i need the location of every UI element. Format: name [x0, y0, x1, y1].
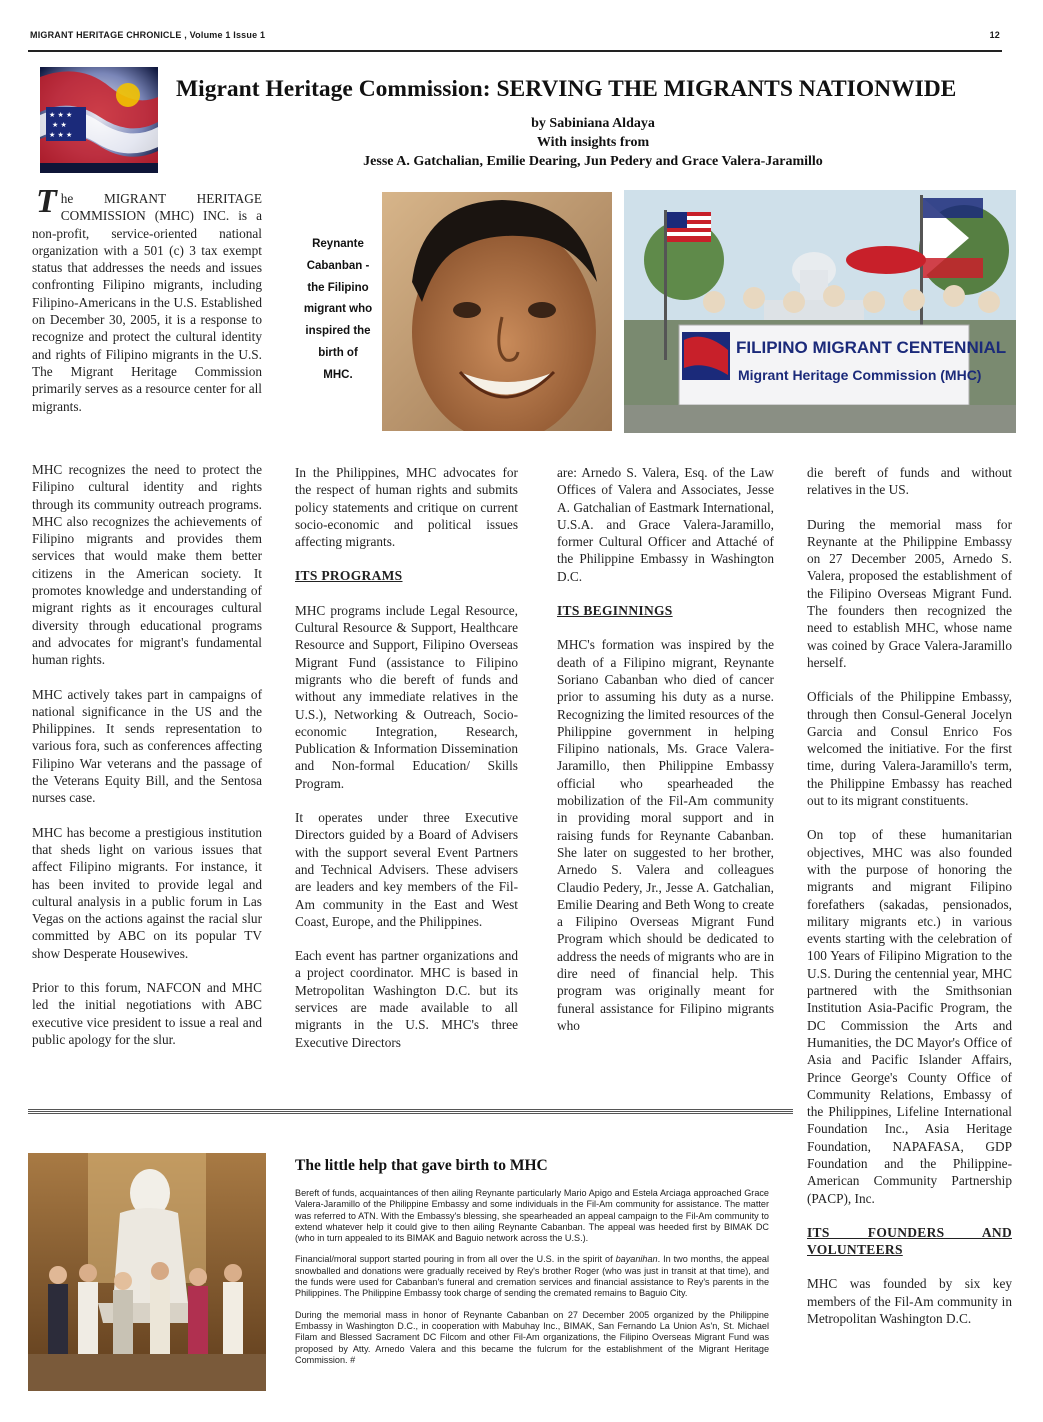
- caption-line: Cabanban -: [306, 259, 370, 272]
- centennial-parade-photo: [624, 190, 1016, 433]
- sidebar-divider: [28, 1109, 793, 1114]
- caption-line: inspired the: [305, 325, 371, 338]
- col2-paragraph: In the Philippines, MHC advocates for the respect of human rights and submits policy statements and critique on current socio-economic and political issues affecting migrants.: [295, 465, 518, 550]
- page-number: 12: [989, 30, 1000, 40]
- caption-line: Reynante: [312, 238, 364, 250]
- caption-line: migrant who: [303, 303, 373, 316]
- col1-paragraph: Prior to this forum, NAFCON and MHC led the initial negotiations with ABC executive vice president to issue a real and public apology for the slur.: [32, 980, 262, 1047]
- svg-text:★ ★: ★ ★: [52, 121, 67, 129]
- intro-paragraph: [32, 183, 262, 432]
- col3-paragraph: MHC's formation was inspired by the death of a Filipino migrant, Reynante Soriano Cabanban who died of cancer prior to assuming his duty as a nurse. Recognizing the limited resources of the Philippine government in helping Filipino nationals, Ms. Grace Valera-Jaramillo, then Philippine Embassy official who spearheaded the mobilization of the Fil-Am community in providing moral support and in raising funds for Reynante Cabanban. She later on suggested to her brother, Arnedo S. Valera and colleagues Claudio Pedery, Jr., Jesse A. Gatchalian, Emilie Dearing and Beth Wong to create a Filipino Overseas Migrant Fund Program which should be dedicated to address the needs of migrants who are in dire need of financial help. This program was originally meant for funeral assistance for Filipino migrants who: [557, 637, 774, 1033]
- beginnings-heading: ITS BEGINNINGS: [557, 603, 673, 619]
- col1-paragraph: MHC recognizes the need to protect the Filipino cultural identity and rights through its community outreach programs. MHC also recognizes the achievements of Filipino migrants and provides them services that would make them better citizens in the American society. It promotes knowledge and understanding of migrant rights as it encourages cultural diversity through educational programs and advocates for migrant's fundamental human rights.: [32, 462, 262, 668]
- col4-paragraph: die bereft of funds and without relatives in the US.: [807, 465, 1012, 498]
- col4-paragraph: On top of these humanitarian objectives, MHC was also founded with the purpose of honoring the migrants and migrant Filipino forefathers (sakadas, pensionados, military migrants etc.) in various events starting with the celebration of 100 Years of Filipino Migration to the U.S. During the centennial year, MHC partnered with the Smithsonian Institution Asia-Pacific Program, the DC Commission the Arts and Humanities, the DC Mayor's Office of Asia and Pacific Islander Affairs, Prince George's County Office of Community Relations, Embassy of the Philippines, Lifeline International Foundation Inc., Asia Heritage Foundation, NAPAFASA, GDP Foundation and the Philippine-American Community Partnership (PACP), Inc.: [807, 827, 1012, 1206]
- svg-text:★ ★ ★: ★ ★ ★: [49, 111, 73, 119]
- header-divider: [28, 50, 1002, 52]
- caption-line: birth of: [318, 346, 358, 359]
- contributors-list: Jesse A. Gatchalian, Emilie Dearing, Jun Pedery and Grace Valera-Jaramillo: [363, 154, 823, 169]
- memorial-group-photo: [28, 1153, 266, 1391]
- article-headline: Migrant Heritage Commission: SERVING THE MIGRANTS NATIONWIDE: [176, 76, 957, 102]
- banner-line1: FILIPINO MIGRANT CENTENNIAL: [736, 338, 1007, 357]
- article-byline: by Sabiniana Aldaya: [531, 116, 655, 131]
- programs-heading: ITS PROGRAMS: [295, 568, 403, 584]
- col2-paragraph: It operates under three Executive Directors guided by a Board of Advisers with the support several Event Partners and Technical Advisers. These advisers are leaders and key members of the Fil-Am community in the East and West Coast, Europe, and the Philippines.: [295, 810, 518, 929]
- reynante-portrait-photo: [382, 192, 612, 431]
- sidebar-text: . In two months, the appeal snowballed and donations were gradually received by Rey's brother Roger (who was just in transit at that time), and the funds were used for Cabanban's funeral and cremation services and financial assistance to Rey's parents in the Philippines. The Philippine Embassy took charge of sending the cremated remains to Baguio City.: [295, 1254, 769, 1299]
- column-2: [295, 464, 518, 1068]
- dropcap-letter: T: [36, 183, 57, 220]
- column-1: [32, 461, 262, 1065]
- col4-paragraph: During the memorial mass for Reynante at the Philippine Embassy on 27 December 2005, Arnedo S. Valera, proposed the establishment of the Filipino Overseas Migrant Fund. The founders then recognized the need to establish MHC, whose name was coined by Grace Valera-Jaramillo herself.: [807, 516, 1012, 670]
- publication-title: MIGRANT HERITAGE CHRONICLE , Volume 1 Issue 1: [30, 30, 266, 40]
- sidebar-paragraph: Bereft of funds, acquaintances of then ailing Reynante particularly Mario Apigo and Estela Arciaga approached Grace Valera-Jaramillo of the Philippine Embassy and some individuals in the Fil-Am community for assistance. The matter was referred to ATN. With the Embassy's blessing, she spearheaded an appeal campaign to the Fil-Am community to extend whatever help it could give to then ailing Reynante Cabanban. The appeal was heeded first by BIMAK DC (who in turn appealed to its BIMAK and Baguio network across the U.S.).: [295, 1188, 769, 1244]
- col4-paragraph: MHC was founded by six key members of the Fil-Am community in Metropolitan Washington D.C.: [807, 1276, 1012, 1327]
- sidebar-title: The little help that gave birth to MHC: [295, 1157, 548, 1174]
- sidebar-italic-term: bayanihan: [615, 1254, 658, 1265]
- sidebar-text: Financial/moral support started pouring in from all over the U.S. in the spirit of: [295, 1254, 616, 1265]
- intro-text: he MIGRANT HERITAGE COMMISSION (MHC) INC. is a non-profit, service-oriented national organization with a 501 (c) 3 tax exempt status that addresses the needs and issues confronting Filipino migrants, including Filipino-Americans in the U.S. Established on December 30, 2005, it is a response to recognize and protect the cultural identity and rights of Filipino migrants in the U.S. The Migrant Heritage Commission primarily serves as a resource center for all migrants.: [32, 191, 262, 414]
- col1-paragraph: MHC actively takes part in campaigns of national significance in the US and the Philippines. It sends representation to various fora, such as conferences affecting Filipino War veterans and the passage of the Veterans Equity Bill, and the Sentosa nurses case.: [32, 686, 262, 806]
- portrait-caption: [296, 234, 380, 387]
- sidebar-body: [295, 1188, 769, 1376]
- sidebar-paragraph: [295, 1254, 769, 1299]
- sidebar-paragraph: During the memorial mass in honor of Reynante Cabanban on 27 December 2005 organized by the Philippine Embassy in Washington D.C., in cooperation with Mabuhay Inc., BIMAK, San Fernando La Union As'n, St. Michael Filam and Blessed Sacrament DC Filcom and other Fil-Am organizations, the Filipino Overseas Migrant Fund was proposed by Atty. Arnedo Valera and this became the fulcrum for the establishment of the Migrant Heritage Commission. #: [295, 1309, 769, 1365]
- col1-paragraph: MHC has become a prestigious institution that sheds light on various issues that affect Filipino migrants. For instance, it has been invited to provide legal and cultural analysis in a public forum in Las Vegas on the actions against the racial slur committed by ABC on its popular TV show Desperate Housewives.: [32, 824, 262, 961]
- column-4: [807, 464, 1012, 1344]
- svg-text:★ ★ ★: ★ ★ ★: [49, 131, 73, 139]
- caption-line: the Filipino: [307, 281, 369, 294]
- col2-paragraph: Each event has partner organizations and a project coordinator. MHC is based in Metropolitan Washington D.C. but its services are made available to all migrants in the U.S. MHC's three Executive Directors: [295, 948, 518, 1050]
- col4-paragraph: Officials of the Philippine Embassy, through then Consul-General Jocelyn Garcia and Consul Enrico Fos welcomed the initiative. For the first time, during Valera-Jaramillo's term, the Philippine Embassy has reached out to its migrant constituents.: [807, 689, 1012, 809]
- caption-line: MHC.: [323, 368, 353, 381]
- mhc-logo: [40, 67, 158, 173]
- col3-paragraph: are: Arnedo S. Valera, Esq. of the Law Offices of Valera and Associates, Jesse A. Gatchalian of Eastmark International, U.S.A. and Grace Valera-Jaramillo, former Cultural Officer and Attaché of the Philippine Embassy in Washington D.C.: [557, 465, 774, 584]
- banner-line2: Migrant Heritage Commission (MHC): [738, 367, 982, 383]
- column-3: [557, 464, 774, 1051]
- col2-paragraph: MHC programs include Legal Resource, Cultural Resource & Support, Healthcare Resource and Support, Filipino Overseas Migrant Fund (assistance to Filipino migrants who die bereft of funds and without any immediate relatives in the U.S.), Networking & Outreach, Socio-economic Integration, Research, Publication & Information Dissemination and Non-formal Education/ Skills Program.: [295, 602, 518, 791]
- insights-label: With insights from: [536, 135, 650, 150]
- founders-heading: ITS FOUNDERS AND VOLUNTEERS: [807, 1224, 1012, 1258]
